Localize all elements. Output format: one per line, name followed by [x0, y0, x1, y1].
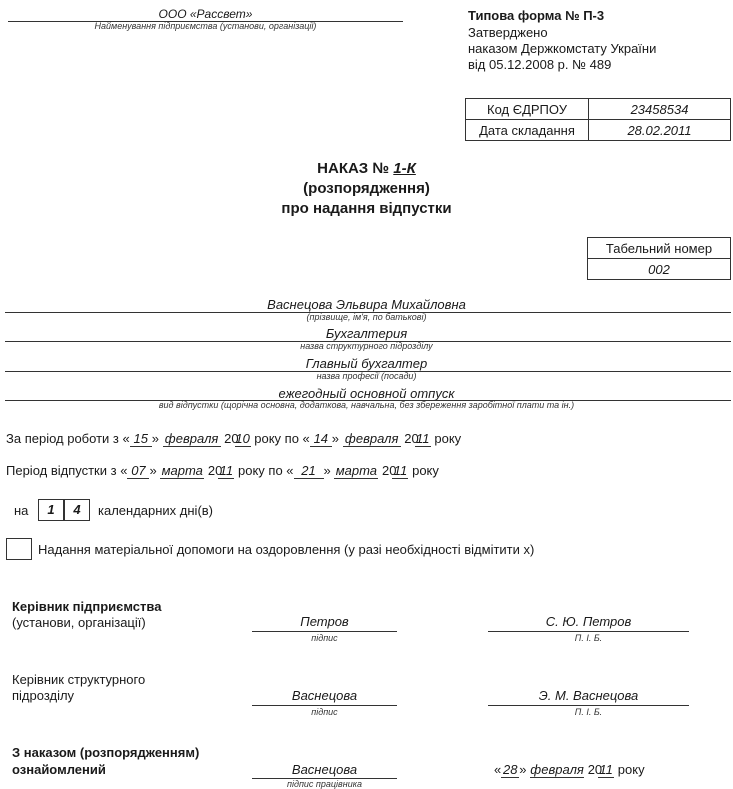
dept-pib-caption: П. І. Б.	[574, 707, 603, 717]
head-signature: Петров	[300, 614, 349, 629]
company-name: ООО «Рассвет»	[158, 7, 253, 21]
work-mid: року по «	[254, 431, 310, 446]
dept-signature-line	[252, 705, 397, 706]
date-value: 28.02.2011	[589, 120, 731, 141]
ack-year-prefix: 20	[587, 762, 603, 777]
dept-title-2: підрозділу	[12, 688, 75, 703]
work-from-day: 15	[130, 431, 152, 447]
edrpou-label: Код ЄДРПОУ	[466, 99, 589, 120]
leave-period-row: Період відпустки з « 07 » марта 2011 року по « 21 » марта 2011 року	[6, 463, 439, 478]
leave-from-year: 11	[219, 463, 234, 478]
department-caption: назва структурного підрозділу	[300, 341, 433, 351]
head-title-2: (установи, організації)	[12, 615, 146, 630]
order-title-line-2: (розпорядження)	[303, 180, 430, 197]
ack-signature: Васнецова	[291, 762, 358, 777]
company-caption: Найменування підприємства (установи, організації)	[94, 21, 317, 31]
employee-name-caption: (прізвище, ім'я, по батькові)	[306, 312, 427, 322]
approved-line-1: Затверджено	[468, 25, 548, 40]
order-number: 1-К	[393, 160, 416, 177]
work-period-label: За період роботи з «	[6, 431, 130, 446]
vacation-type-caption: вид відпустки (щорічна основна, додаткова, навчальна, без збереження заробітної плати та ін.)	[158, 400, 575, 410]
leave-from-month: марта	[161, 463, 203, 478]
head-title-1: Керівник підприємства	[12, 599, 162, 614]
work-from-year-prefix: 20	[224, 431, 239, 446]
aid-label: Надання матеріальної допомоги на оздоровлення (у разі необхідності відмітити х)	[38, 542, 535, 557]
ack-sign-caption: підпис працівника	[287, 779, 362, 789]
leave-to-year-prefix: 20	[382, 463, 397, 478]
work-to-day: 14	[310, 431, 332, 447]
ack-suffix: року	[617, 762, 645, 777]
work-to-year-prefix: 20	[404, 431, 419, 446]
dept-title-1: Керівник структурного	[12, 672, 146, 687]
days-digit-1[interactable]: 1	[38, 499, 64, 521]
head-signature-line	[252, 631, 397, 632]
aid-checkbox[interactable]	[6, 538, 32, 560]
date-label: Дата складання	[466, 120, 589, 141]
order-title-prefix: НАКАЗ №	[317, 160, 390, 177]
days-label-after: календарних дні(в)	[98, 503, 214, 518]
work-to-month: февраля	[343, 431, 401, 447]
dept-name-line	[488, 705, 689, 706]
edrpou-value: 23458534	[589, 99, 731, 120]
days-digit-2[interactable]: 4	[64, 499, 90, 521]
order-title-line-3: про надання відпустки	[281, 200, 452, 217]
codes-table	[465, 98, 731, 141]
leave-suffix: року	[412, 463, 439, 478]
form-title: Типова форма № П-3	[468, 8, 605, 23]
tabel-label: Табельний номер	[588, 238, 731, 259]
leave-period-label: Період відпустки з «	[6, 463, 128, 478]
leave-to-month: марта	[335, 463, 378, 478]
employee-name: Васнецова Эльвира Михайловна	[267, 297, 466, 312]
tabel-value: 002	[588, 259, 731, 280]
work-to-year: 11	[415, 431, 430, 446]
ack-day: 28	[503, 762, 518, 777]
work-from-month: февраля	[163, 431, 221, 447]
dept-signature: Васнецова	[291, 688, 358, 703]
dept-name: Э. М. Васнецова	[538, 688, 639, 703]
leave-from-day: 07	[127, 463, 149, 479]
leave-to-year: 11	[393, 463, 408, 478]
leave-from-year-prefix: 20	[207, 463, 223, 478]
order-title-line-1	[200, 160, 533, 177]
vacation-type: ежегодный основной отпуск	[278, 386, 455, 401]
ack-title-1: З наказом (розпорядженням)	[12, 745, 200, 760]
department-name: Бухгалтерия	[325, 326, 408, 341]
ack-year: 11	[599, 762, 613, 777]
tabel-table	[587, 237, 731, 280]
leave-to-day: 21	[294, 463, 324, 479]
ack-month: февраля	[530, 762, 584, 777]
head-pib-caption: П. І. Б.	[574, 633, 603, 643]
position-caption: назва професії (посади)	[316, 371, 417, 381]
position-name: Главный бухгалтер	[305, 356, 428, 371]
work-from-year: 10	[235, 431, 250, 446]
head-sign-caption: підпис	[311, 633, 338, 643]
approved-line-3: від 05.12.2008 р. № 489	[468, 57, 612, 72]
days-label-on: на	[14, 503, 29, 518]
work-suffix: року	[434, 431, 462, 446]
leave-mid: року по «	[238, 463, 294, 478]
head-name: С. Ю. Петров	[545, 614, 632, 629]
dept-sign-caption: підпис	[311, 707, 338, 717]
work-period-row: За період роботи з « 15 » февраля 2010 року по « 14 » февраля 2011 року	[6, 431, 462, 446]
head-name-line	[488, 631, 689, 632]
ack-date: « 28 » февраля 2011 року	[494, 762, 645, 777]
approved-line-2: наказом Держкомстату України	[468, 41, 657, 56]
ack-title-2: ознайомлений	[12, 762, 106, 777]
